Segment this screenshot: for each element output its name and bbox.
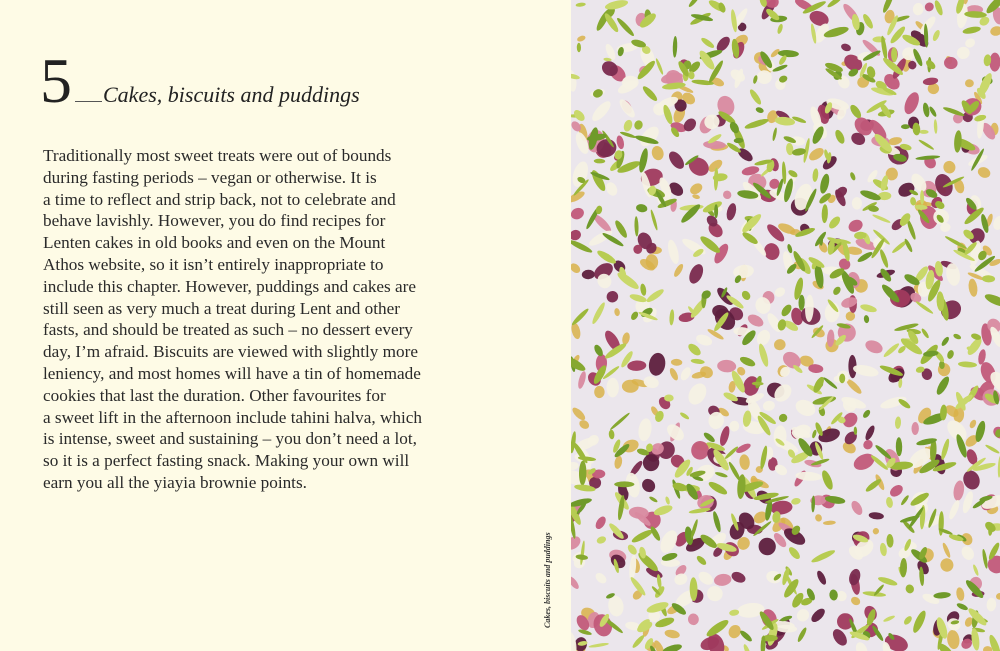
body-line: is intense, sweet and sustaining – you don’t need a lot, <box>43 429 417 449</box>
body-line: so it is a perfect fasting snack. Making your own will <box>43 451 410 471</box>
body-line: earn you all the yiayia brownie points. <box>43 472 307 492</box>
body-line: fasts, and should be treated as such – no dessert every <box>43 320 413 340</box>
chapter-number: 5 <box>40 45 72 116</box>
body-line: a sweet lift in the afternoon include tahini halva, which <box>43 407 422 427</box>
chapter-heading <box>40 45 360 116</box>
running-head: Cakes, biscuits and puddings <box>543 532 552 628</box>
body-line: day, I’m afraid. Biscuits are viewed with slightly more <box>43 342 419 362</box>
food-photo <box>571 0 1000 651</box>
body-line: a time to reflect and strip back, not to celebrate and <box>43 189 396 209</box>
pistachio-sliver <box>714 204 718 218</box>
chapter-rule <box>75 101 102 102</box>
body-line: cookies that last the duration. Other favourites for <box>43 385 386 405</box>
chapter-title: Cakes, biscuits and puddings <box>103 82 360 107</box>
body-line: Lenten cakes in old books and even on the Mount <box>43 233 386 253</box>
body-line: include this chapter. However, puddings and cakes are <box>43 276 417 296</box>
body-line: Athos website, so it isn’t entirely inappropriate to <box>43 254 384 274</box>
body-line: Traditionally most sweet treats were out of bounds <box>43 146 392 165</box>
almond-flake <box>607 378 619 398</box>
pistachio-sliver <box>664 395 674 402</box>
body-line: behave lavishly. However, you do find recipes for <box>43 211 386 231</box>
pistachio-rose-petal-photo <box>571 0 1000 651</box>
body-line: still seen as very much a treat during Lent and other <box>43 298 401 318</box>
body-line: leniency, and most homes will have a tin of homemade <box>43 363 421 383</box>
body-text <box>43 145 443 494</box>
pistachio-sliver <box>614 481 634 487</box>
body-line: during fasting periods – vegan or otherwise. It is <box>43 167 377 187</box>
pistachio-sliver <box>901 124 910 129</box>
